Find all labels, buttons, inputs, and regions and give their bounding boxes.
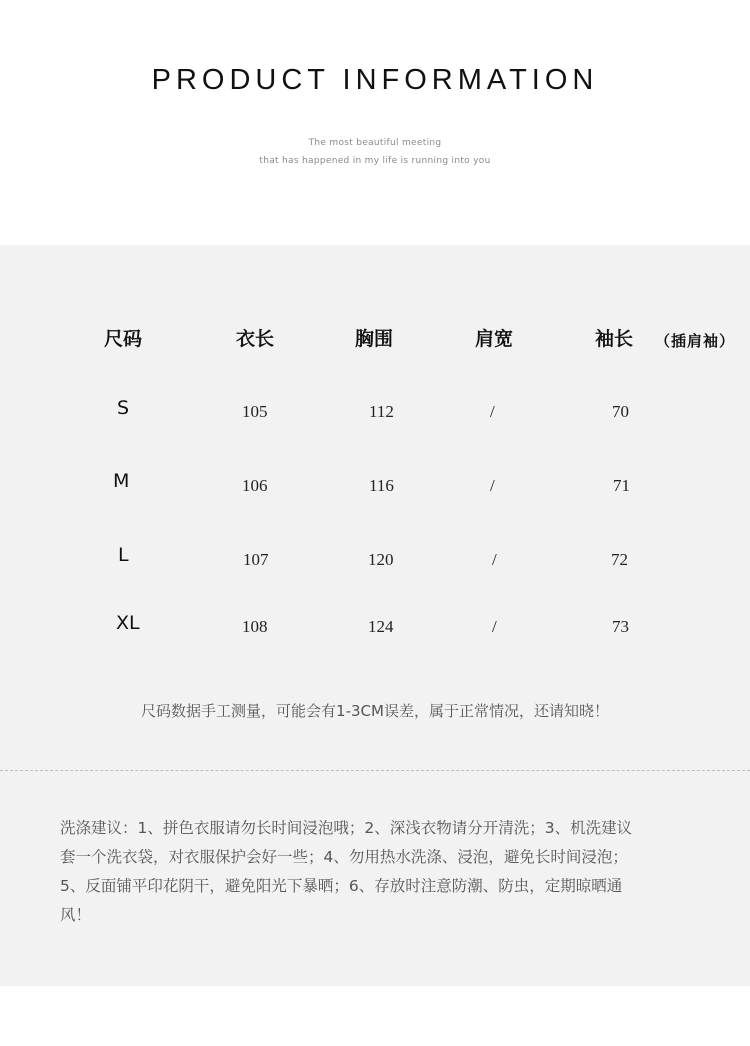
table-cell-shoulder: /: [492, 617, 497, 636]
table-cell-shoulder: /: [490, 402, 495, 421]
table-row-size: XL: [116, 612, 140, 634]
table-cell-length: 106: [242, 476, 268, 495]
care-instructions: [60, 814, 700, 930]
column-header-shoulder: 肩宽: [475, 328, 514, 350]
footer-blank: [0, 986, 750, 1046]
table-row-size: L: [118, 544, 129, 566]
care-line: 5、反面铺平印花阴干，避免阳光下暴晒；6、存放时注意防潮、防虫，定期晾晒通: [60, 877, 623, 895]
table-cell-length: 107: [243, 550, 269, 569]
care-line: 风！: [60, 906, 92, 924]
header-section: [0, 0, 750, 245]
table-cell-chest: 120: [368, 550, 394, 569]
column-header-chest: 胸围: [355, 328, 394, 350]
table-cell-shoulder: /: [490, 476, 495, 495]
measurement-note: 尺码数据手工测量，可能会有1-3CM误差，属于正常情况，还请知晓！: [141, 702, 609, 720]
table-cell-length: 108: [242, 617, 268, 636]
table-cell-chest: 124: [368, 617, 394, 636]
table-cell-chest: 112: [369, 402, 394, 421]
subtitle-line-2: that has happened in my life is running into you: [259, 156, 491, 166]
column-header-sleeve-note: （插肩袖）: [655, 332, 736, 350]
table-cell-chest: 116: [369, 476, 394, 495]
page-title: PRODUCT INFORMATION: [151, 64, 599, 96]
table-cell-sleeve: 70: [612, 402, 629, 421]
table-cell-length: 105: [242, 402, 268, 421]
subtitle-line-1: The most beautiful meeting: [308, 138, 442, 148]
dashed-divider: [0, 770, 750, 771]
table-cell-sleeve: 72: [611, 550, 628, 569]
column-header-sleeve: 袖长: [595, 328, 634, 350]
care-line: 洗涤建议：1、拼色衣服请勿长时间浸泡哦；2、深浅衣物请分开清洗；3、机洗建议: [60, 819, 633, 837]
table-row-size: S: [117, 397, 130, 419]
table-row-size: M: [113, 470, 130, 492]
table-cell-sleeve: 71: [613, 476, 630, 495]
table-cell-sleeve: 73: [612, 617, 629, 636]
column-header-size: 尺码: [104, 328, 143, 350]
care-line: 套一个洗衣袋，对衣服保护会好一些；4、勿用热水洗涤、浸泡，避免长时间浸泡；: [60, 848, 628, 866]
column-header-length: 衣长: [236, 328, 275, 350]
table-cell-shoulder: /: [492, 550, 497, 569]
